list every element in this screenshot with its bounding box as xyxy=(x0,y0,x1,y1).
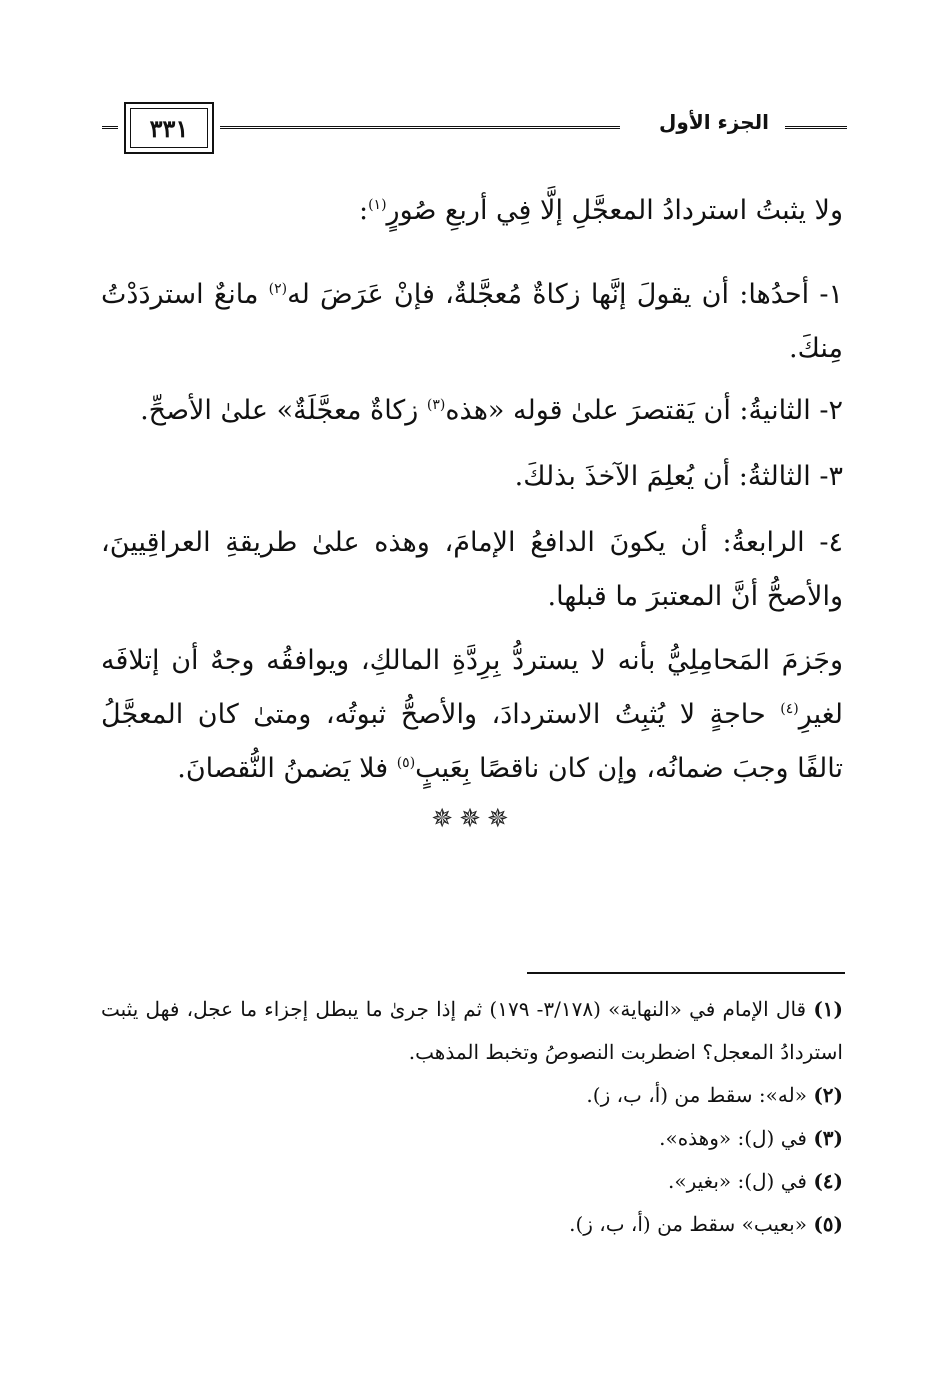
footnote-text: في (ل): «وهذه». xyxy=(659,1126,814,1150)
star-ornament-icon: ✵ xyxy=(459,804,487,834)
star-ornament-icon: ✵ xyxy=(486,804,515,834)
page-number: ٣٣١ xyxy=(149,114,189,143)
footnote-ref-2: (٢) xyxy=(268,281,288,297)
footnote-number: (٤) xyxy=(813,1169,843,1193)
item-1-text-b: مانعٌ استردَدْتُ مِنكَ. xyxy=(101,279,843,364)
footnote-ref-3: (٣) xyxy=(426,397,446,413)
footnote-3 xyxy=(101,1117,843,1160)
footnotes xyxy=(101,988,843,1246)
intro-paragraph xyxy=(101,184,843,238)
closing-paragraph xyxy=(101,634,843,796)
item-1-text-a: ١- أحدُها: أن يقولَ إنَّها زكاةٌ مُعجَّلةٌ، فإنْ عَرَضَ له xyxy=(287,279,843,310)
section-title: الجزء الأول xyxy=(659,110,769,134)
page-number-frame xyxy=(124,102,214,154)
footnote-text: قال الإمام في «النهاية» (٣/١٧٨- ١٧٩) ثم إذا جرىٰ ما يبطل إجزاء ما عجل، فهل يثبت استردادُ المعجل؟ اضطربت النصوصُ وتخبط المذهب. xyxy=(101,997,843,1064)
footnote-ref-4: (٤) xyxy=(780,701,799,717)
footnote-1 xyxy=(101,988,843,1074)
header-rule-left-short xyxy=(102,126,118,129)
footnote-2 xyxy=(101,1074,843,1117)
footnote-text: «بعيب» سقط من (أ، ب، ز). xyxy=(569,1212,814,1236)
footnote-number: (٢) xyxy=(813,1083,843,1107)
footnote-number: (٣) xyxy=(813,1126,843,1150)
footnote-separator xyxy=(527,972,845,974)
item-2-text-a: ٢- الثانيةُ: أن يَقتصرَ علىٰ قوله «هذه xyxy=(445,395,843,426)
item-2 xyxy=(101,384,843,438)
footnote-ref-1: (١) xyxy=(368,197,387,213)
header-rule-right xyxy=(785,126,847,129)
closing-text-a: وجَزمَ المَحامِلِيُّ بأنه لا يستردُّ بِرِدَّةِ المالكِ، ويوافقُه وجهٌ أن إتلافَه لغيرِ xyxy=(101,645,843,730)
item-1 xyxy=(101,268,843,376)
intro-text: ولا يثبتُ استردادُ المعجَّلِ إلَّا فِي أربعِ صُورٍ xyxy=(386,195,843,226)
section-end-ornament xyxy=(418,804,528,840)
star-ornament-icon: ✵ xyxy=(431,804,460,834)
item-2-text-b: زكاةٌ معجَّلَةٌ» علىٰ الأصحِّ. xyxy=(140,395,427,426)
footnote-number: (٥) xyxy=(813,1212,843,1236)
footnote-text: «له»: سقط من (أ، ب، ز). xyxy=(586,1083,814,1107)
footnote-4 xyxy=(101,1160,843,1203)
footnote-text: في (ل): «بغير». xyxy=(668,1169,814,1193)
intro-colon: : xyxy=(358,195,369,226)
footnote-ref-5: (٥) xyxy=(396,755,416,771)
closing-text-b: حاجةٍ لا يُثبِتُ الاستردادَ، والأصحُّ ثبوتُه، ومتىٰ كان المعجَّلُ تالفًا وجبَ ضمانُه، وإن كان ناقصًا بِعَيبٍ xyxy=(101,699,843,784)
item-3: ٣- الثالثةُ: أن يُعلِمَ الآخذَ بذلكَ. xyxy=(514,461,843,492)
page-header xyxy=(102,96,847,160)
item-4: ٤- الرابعةُ: أن يكونَ الدافعُ الإمامَ، وهذه علىٰ طريقةِ العراقِيينَ، والأصحُّ أنَّ المعتبرَ ما قبلها. xyxy=(101,527,843,612)
footnote-number: (١) xyxy=(813,997,843,1021)
header-rule-middle xyxy=(220,126,620,129)
closing-text-c: فلا يَضمنُ النُّقصانَ. xyxy=(177,753,397,784)
footnote-5 xyxy=(101,1203,843,1246)
